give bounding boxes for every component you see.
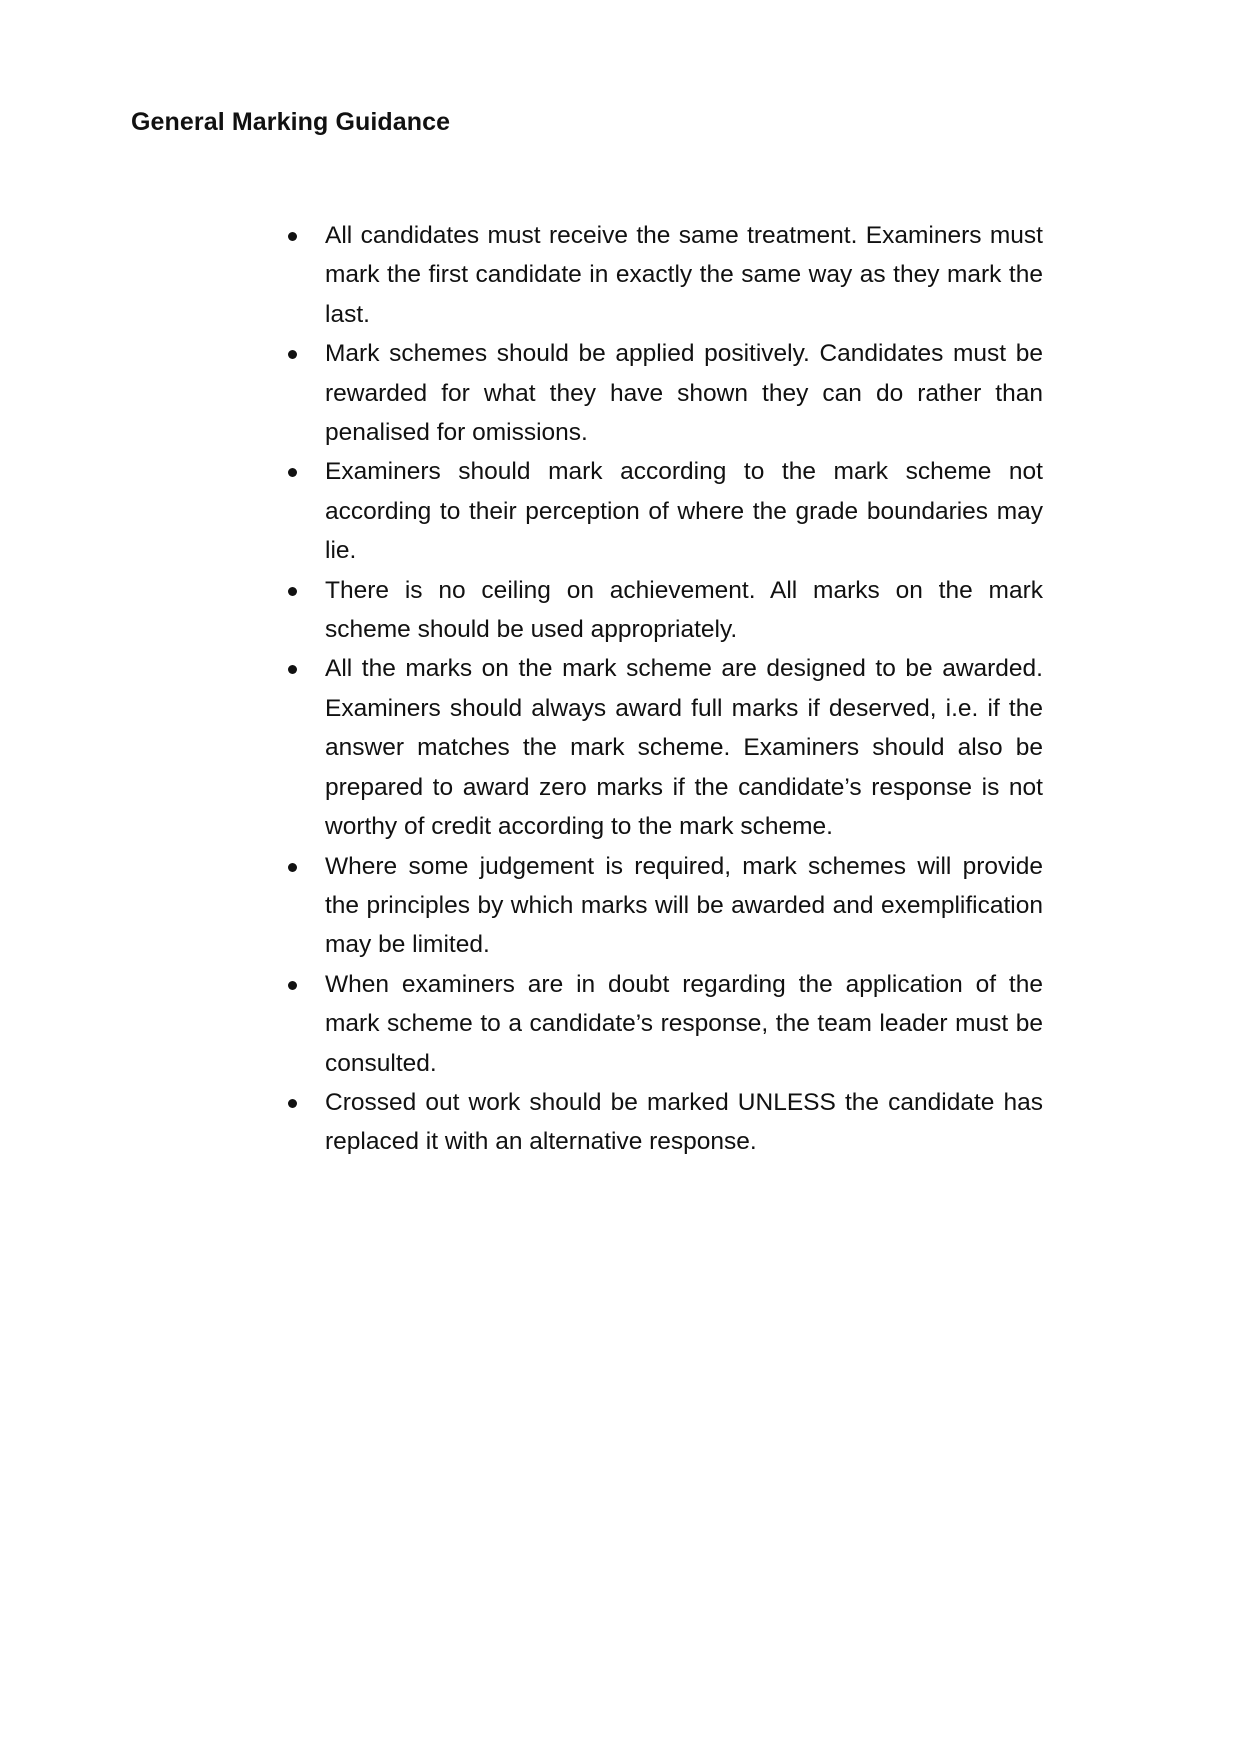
bullet-icon	[288, 350, 297, 359]
list-item-text: Examiners should mark according to the mark scheme not according to their perception of where the grade boundaries may lie.	[325, 458, 1043, 565]
list-item-text: Crossed out work should be marked UNLESS the candidate has replaced it with an alternative response.	[325, 1088, 1043, 1156]
bullet-icon	[288, 232, 297, 241]
list-item-text: When examiners are in doubt regarding the application of the mark scheme to a candidate’s response, the team leader must be consulted.	[325, 970, 1043, 1077]
list-item	[325, 452, 1043, 570]
bullet-icon	[288, 665, 297, 674]
list-item	[325, 847, 1043, 965]
list-item	[325, 965, 1043, 1083]
list-item	[325, 571, 1043, 650]
bullet-icon	[288, 863, 297, 872]
list-item	[325, 216, 1043, 334]
bullet-icon	[288, 468, 297, 477]
list-item	[325, 334, 1043, 452]
list-item-text: All the marks on the mark scheme are designed to be awarded. Examiners should always award full marks if deserved, i.e. if the answer matches the mark scheme. Examiners should also be prepared to award zero marks if the candidate’s response is not worthy of credit according to the mark scheme.	[325, 655, 1043, 841]
list-item-text: There is no ceiling on achievement. All marks on the mark scheme should be used appropriately.	[325, 576, 1043, 644]
list-item-text: Where some judgement is required, mark schemes will provide the principles by which marks will be awarded and exemplification may be limited.	[325, 852, 1043, 959]
bullet-icon	[288, 587, 297, 596]
list-item-text: Mark schemes should be applied positively. Candidates must be rewarded for what they have shown they can do rather than penalised for omissions.	[325, 340, 1043, 447]
bullet-icon	[288, 981, 297, 990]
guidance-list	[325, 216, 1043, 1162]
list-item-text: All candidates must receive the same treatment. Examiners must mark the first candidate in exactly the same way as they mark the last.	[325, 222, 1043, 328]
bullet-icon	[288, 1099, 297, 1108]
list-item	[325, 1083, 1043, 1162]
list-item	[325, 649, 1043, 846]
page-heading: General Marking Guidance	[131, 108, 451, 136]
